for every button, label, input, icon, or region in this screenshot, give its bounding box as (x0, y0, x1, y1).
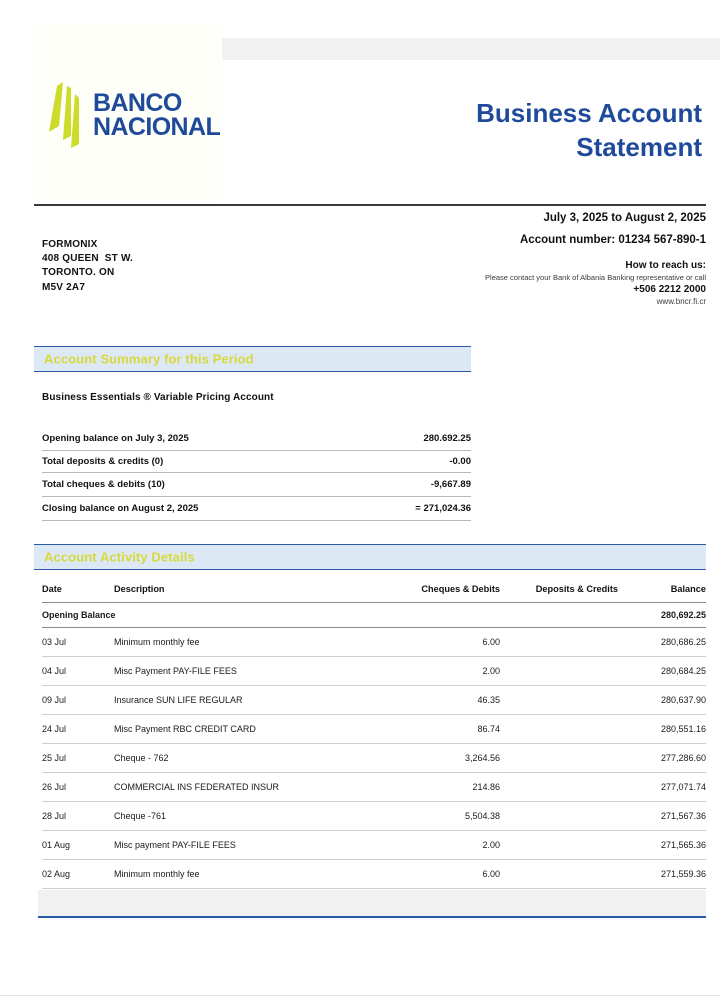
column-header-balance: Balance (618, 580, 706, 603)
transaction-description: Minimum monthly fee (114, 628, 382, 657)
account-summary-banner (34, 346, 471, 372)
contact-instruction: Please contact your Bank of Albania Banking representative or call (485, 273, 706, 282)
transaction-debit: 3,264.56 (382, 744, 500, 773)
opening-balance-credit (500, 603, 618, 628)
account-summary-table (42, 427, 471, 521)
transaction-description: Misc Payment RBC CREDIT CARD (114, 715, 382, 744)
opening-balance-debit (382, 603, 500, 628)
table-row (42, 860, 706, 889)
transaction-credit (500, 686, 618, 715)
logo-word-line1: BANCO (93, 89, 182, 117)
transaction-description: COMMERCIAL INS FEDERATED INSUR (114, 773, 382, 802)
transaction-balance: 277,071.74 (618, 773, 706, 802)
transaction-description: Misc payment PAY-FILE FEES (114, 831, 382, 860)
contact-website: www.bncr.fi.cr (656, 297, 706, 306)
transaction-date: 24 Jul (42, 715, 114, 744)
column-header-description: Description (114, 580, 382, 603)
banco-nacional-mark-icon (45, 80, 89, 150)
transaction-debit: 46.35 (382, 686, 500, 715)
table-row (42, 715, 706, 744)
footer-bar (38, 890, 706, 918)
page-title-line2: Statement (576, 132, 702, 163)
table-row (42, 744, 706, 773)
customer-address (42, 238, 133, 295)
transaction-date: 09 Jul (42, 686, 114, 715)
transaction-description: Insurance SUN LIFE REGULAR (114, 686, 382, 715)
transaction-balance: 271,565.36 (618, 831, 706, 860)
transaction-balance: 280,686.25 (618, 628, 706, 657)
summary-row-amount: -0.00 (358, 451, 471, 473)
column-header-cheques-debits: Cheques & Debits (382, 580, 500, 603)
transaction-balance: 280,637.90 (618, 686, 706, 715)
transaction-credit (500, 831, 618, 860)
page-bottom-rule (0, 995, 720, 996)
summary-row (42, 451, 471, 473)
column-header-date: Date (42, 580, 114, 603)
customer-address-line1: 408 QUEEN ST W. (42, 253, 134, 265)
statement-period: July 3, 2025 to August 2, 2025 (543, 212, 706, 224)
summary-row-amount: -9,667.89 (358, 473, 471, 497)
transaction-debit: 6.00 (382, 628, 500, 657)
account-summary-body (42, 427, 471, 521)
activity-header-row (42, 580, 706, 603)
account-product-name: Business Essentials ® Variable Pricing Account (42, 392, 274, 403)
customer-address-line2: TORONTO. ON (42, 267, 115, 279)
table-row (42, 802, 706, 831)
table-row (42, 628, 706, 657)
transaction-debit: 86.74 (382, 715, 500, 744)
transaction-date: 04 Jul (42, 657, 114, 686)
transaction-description: Misc Payment PAY-FILE FEES (114, 657, 382, 686)
table-row (42, 773, 706, 802)
contact-phone: +506 2212 2000 (633, 284, 706, 295)
customer-address-line3: M5V 2A7 (42, 281, 86, 293)
transaction-debit: 2.00 (382, 657, 500, 686)
transaction-date: 03 Jul (42, 628, 114, 657)
column-header-deposits-credits: Deposits & Credits (500, 580, 618, 603)
account-meta (276, 212, 706, 306)
customer-name: FORMONIX (42, 239, 98, 250)
transaction-date: 02 Aug (42, 860, 114, 889)
summary-row (42, 497, 471, 521)
transaction-credit (500, 860, 618, 889)
activity-table-body (42, 603, 706, 889)
transaction-credit (500, 744, 618, 773)
transaction-balance: 280,684.25 (618, 657, 706, 686)
account-number: Account number: 01234 567-890-1 (520, 234, 706, 246)
transaction-date: 01 Aug (42, 831, 114, 860)
summary-row-label: Opening balance on July 3, 2025 (42, 427, 358, 451)
page-title (282, 96, 702, 165)
summary-row-label: Total cheques & debits (10) (42, 473, 358, 497)
table-row (42, 686, 706, 715)
transaction-description: Minimum monthly fee (114, 860, 382, 889)
transaction-description: Cheque -761 (114, 802, 382, 831)
summary-row-amount: 280.692.25 (358, 427, 471, 451)
logo-wordmark (93, 91, 220, 139)
transaction-date: 28 Jul (42, 802, 114, 831)
transaction-credit (500, 802, 618, 831)
account-activity-banner (34, 544, 706, 570)
summary-row-label: Closing balance on August 2, 2025 (42, 497, 358, 521)
summary-row-label: Total deposits & credits (0) (42, 451, 358, 473)
transaction-balance: 277,286.60 (618, 744, 706, 773)
opening-balance-amount: 280,692.25 (618, 603, 706, 628)
transaction-description: Cheque - 762 (114, 744, 382, 773)
activity-table-head (42, 580, 706, 603)
bank-logo (34, 22, 220, 202)
account-activity-title: Account Activity Details (44, 549, 195, 565)
opening-balance-label: Opening Balance (42, 603, 382, 628)
account-activity-table (42, 580, 706, 889)
transaction-debit: 214.86 (382, 773, 500, 802)
how-to-reach-us-label: How to reach us: (625, 260, 706, 271)
transaction-credit (500, 657, 618, 686)
page-title-line1: Business Account (476, 98, 702, 128)
opening-balance-row (42, 603, 706, 628)
summary-row-amount: = 271,024.36 (358, 497, 471, 521)
account-summary-title: Account Summary for this Period (44, 351, 254, 367)
transaction-balance: 280,551.16 (618, 715, 706, 744)
transaction-credit (500, 773, 618, 802)
transaction-credit (500, 628, 618, 657)
summary-row (42, 473, 471, 497)
header-divider (34, 204, 706, 206)
transaction-credit (500, 715, 618, 744)
summary-row (42, 427, 471, 451)
transaction-debit: 6.00 (382, 860, 500, 889)
table-row (42, 657, 706, 686)
transaction-balance: 271,567.36 (618, 802, 706, 831)
table-row (42, 831, 706, 860)
transaction-balance: 271,559.36 (618, 860, 706, 889)
transaction-date: 25 Jul (42, 744, 114, 773)
transaction-debit: 5,504.38 (382, 802, 500, 831)
transaction-debit: 2.00 (382, 831, 500, 860)
logo-word-line2: NACIONAL (93, 113, 221, 141)
transaction-date: 26 Jul (42, 773, 114, 802)
header-gray-band (222, 38, 720, 60)
